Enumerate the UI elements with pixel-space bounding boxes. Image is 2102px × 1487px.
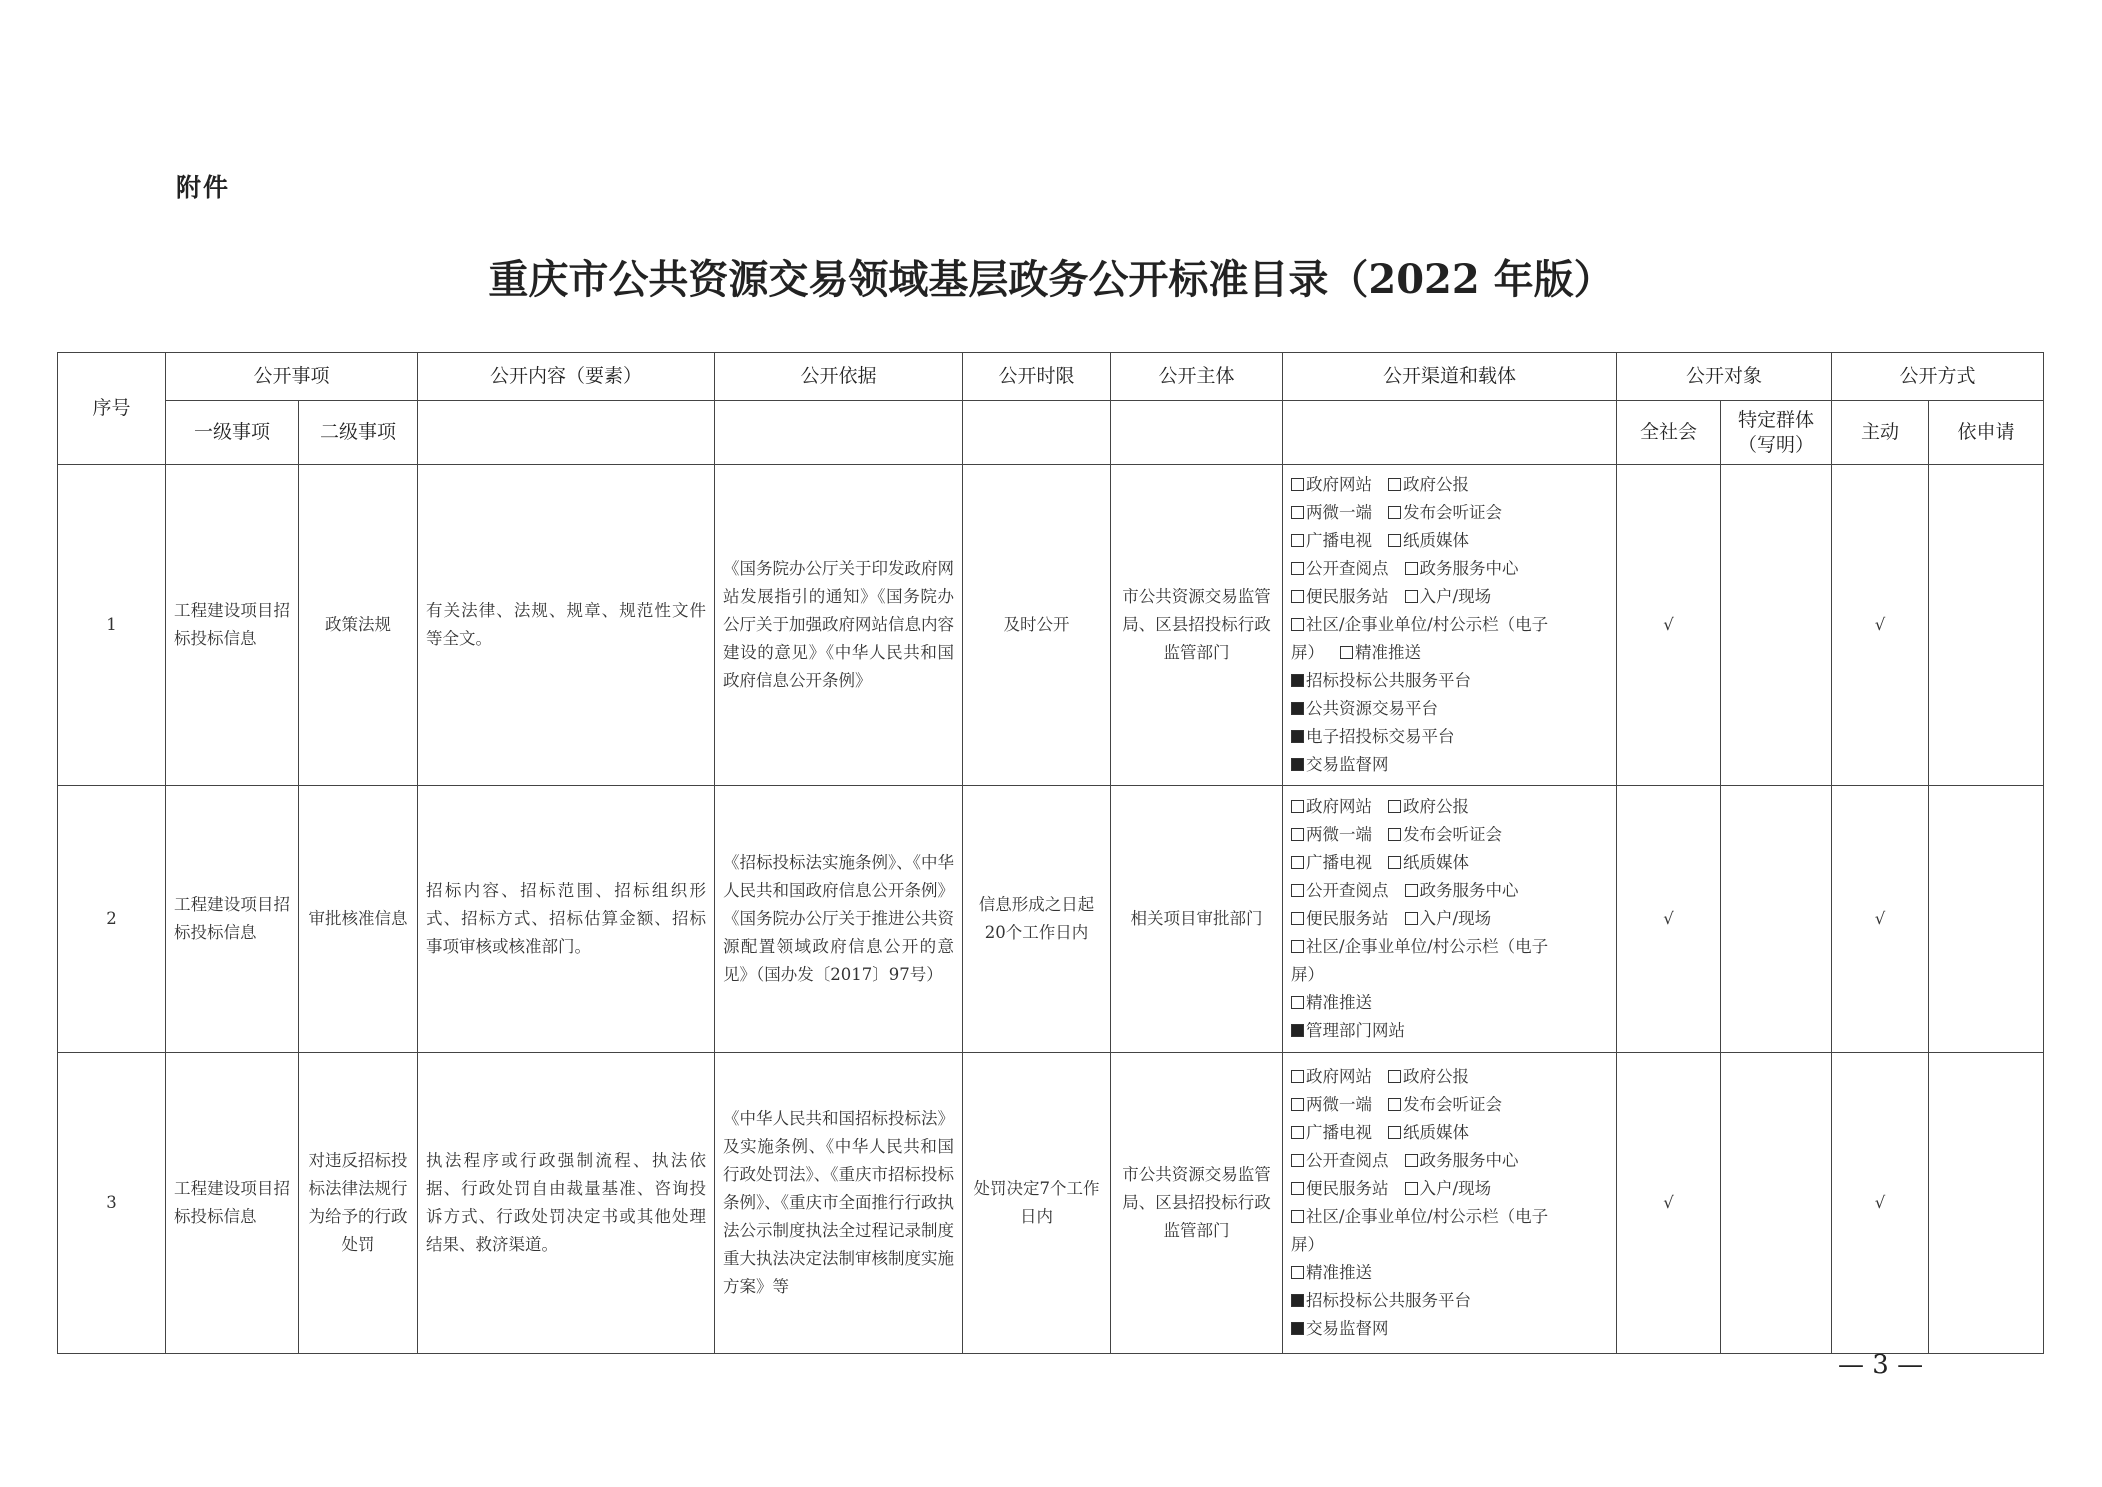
- row-active-check: √: [1832, 786, 1929, 1053]
- channel-label: 精准推送: [1355, 643, 1422, 662]
- channel-label: 发布会听证会: [1403, 503, 1503, 522]
- channel-line: [1291, 933, 1608, 961]
- checkbox-empty-icon: [1291, 940, 1304, 953]
- checkbox-empty-icon: [1405, 912, 1418, 925]
- channel-label: 电子招投标交易平台: [1306, 727, 1455, 746]
- checkbox-empty-icon: [1388, 856, 1401, 869]
- header-level2: 二级事项: [299, 401, 418, 465]
- checkbox-empty-icon: [1291, 1154, 1304, 1167]
- channel-label: 交易监督网: [1306, 755, 1389, 774]
- header-time-limit: 公开时限: [963, 353, 1111, 401]
- header-all-society: 全社会: [1617, 401, 1721, 465]
- row-content: 招标内容、招标范围、招标组织形式、招标方式、招标估算金额、招标事项审核或核准部门。: [418, 786, 715, 1053]
- checkbox-empty-icon: [1291, 1266, 1304, 1279]
- row-active-check: √: [1832, 1053, 1929, 1354]
- channel-line: [1291, 695, 1608, 723]
- row-level1: 工程建设项目招标投标信息: [166, 465, 299, 786]
- header-target: 公开对象: [1617, 353, 1832, 401]
- row-content: 执法程序或行政强制流程、执法依据、行政处罚自由裁量基准、咨询投诉方式、行政处罚决定书或其他处理结果、救济渠道。: [418, 1053, 715, 1354]
- channel-label: 发布会听证会: [1403, 1095, 1503, 1114]
- attachment-label: 附件: [176, 173, 231, 202]
- channel-line: [1291, 1147, 1608, 1175]
- channel-line: [1291, 639, 1608, 667]
- channel-label: 便民服务站: [1306, 587, 1389, 606]
- channel-label: 招标投标公共服务平台: [1306, 671, 1472, 690]
- header-basis: 公开依据: [715, 353, 963, 401]
- row-all-society-check: √: [1617, 465, 1721, 786]
- row-level1: 工程建设项目招标投标信息: [166, 786, 299, 1053]
- row-specific-group: [1721, 786, 1832, 1053]
- header-seq: 序号: [58, 353, 166, 465]
- row-level2: 审批核准信息: [299, 786, 418, 1053]
- checkbox-empty-icon: [1291, 912, 1304, 925]
- row-subject: 相关项目审批部门: [1111, 786, 1283, 1053]
- channel-label: 政务服务中心: [1419, 559, 1519, 578]
- header-channels: 公开渠道和载体: [1283, 353, 1617, 401]
- channel-label: 入户/现场: [1419, 587, 1492, 606]
- channel-label: 发布会听证会: [1403, 825, 1503, 844]
- header-row-2: [58, 401, 2044, 465]
- channel-label: 屏）: [1291, 965, 1325, 984]
- checkbox-filled-icon: [1291, 758, 1304, 771]
- row-level2: 政策法规: [299, 465, 418, 786]
- checkbox-empty-icon: [1388, 506, 1401, 519]
- header-channels-sub: [1283, 401, 1617, 465]
- checkbox-empty-icon: [1291, 828, 1304, 841]
- row-on-request: [1929, 465, 2044, 786]
- header-time-limit-sub: [963, 401, 1111, 465]
- channel-label: 精准推送: [1306, 1263, 1373, 1282]
- row-level1: 工程建设项目招标投标信息: [166, 1053, 299, 1354]
- channel-label: 政务服务中心: [1419, 881, 1519, 900]
- row-on-request: [1929, 786, 2044, 1053]
- channel-label: 入户/现场: [1419, 909, 1492, 928]
- channel-label: 政府网站: [1306, 797, 1373, 816]
- channel-line: [1291, 667, 1608, 695]
- checkbox-empty-icon: [1291, 478, 1304, 491]
- table-row: [58, 786, 2044, 1053]
- channel-line: [1291, 583, 1608, 611]
- channel-label: 政务服务中心: [1419, 1151, 1519, 1170]
- channel-label: 交易监督网: [1306, 1319, 1389, 1338]
- checkbox-empty-icon: [1291, 884, 1304, 897]
- row-all-society-check: √: [1617, 786, 1721, 1053]
- row-on-request: [1929, 1053, 2044, 1354]
- page-number: — 3 —: [1838, 1350, 1924, 1380]
- row-subject: 市公共资源交易监管局、区县招投标行政监管部门: [1111, 1053, 1283, 1354]
- table-row: [58, 1053, 2044, 1354]
- channel-label: 两微一端: [1306, 1095, 1373, 1114]
- channel-line: [1291, 961, 1608, 989]
- header-active: 主动: [1832, 401, 1929, 465]
- channel-label: 屏）: [1291, 643, 1325, 662]
- row-channels: [1283, 465, 1617, 786]
- channel-line: [1291, 1063, 1608, 1091]
- channel-line: [1291, 1203, 1608, 1231]
- row-time-limit: 处罚决定7个工作日内: [963, 1053, 1111, 1354]
- checkbox-empty-icon: [1405, 884, 1418, 897]
- row-basis: 《中华人民共和国招标投标法》及实施条例、《中华人民共和国行政处罚法》、《重庆市招标投标条例》、《重庆市全面推行行政执法公示制度执法全过程记录制度重大执法决定法制审核制度实施方案》等: [715, 1053, 963, 1354]
- checkbox-empty-icon: [1388, 478, 1401, 491]
- channel-line: [1291, 555, 1608, 583]
- row-basis: 《招标投标法实施条例》、《中华人民共和国政府信息公开条例》《国务院办公厅关于推进公共资源配置领域政府信息公开的意见》（国办发〔2017〕97号）: [715, 786, 963, 1053]
- channel-label: 公开查阅点: [1306, 559, 1389, 578]
- channel-label: 管理部门网站: [1306, 1021, 1406, 1040]
- checkbox-empty-icon: [1388, 1098, 1401, 1111]
- channel-line: [1291, 793, 1608, 821]
- channel-line: [1291, 905, 1608, 933]
- checkbox-empty-icon: [1388, 828, 1401, 841]
- channel-label: 公共资源交易平台: [1306, 699, 1439, 718]
- row-basis: 《国务院办公厅关于印发政府网站发展指引的通知》《国务院办公厅关于加强政府网站信息内容建设的意见》《中华人民共和国政府信息公开条例》: [715, 465, 963, 786]
- channel-line: [1291, 527, 1608, 555]
- checkbox-filled-icon: [1291, 1294, 1304, 1307]
- checkbox-empty-icon: [1388, 800, 1401, 813]
- checkbox-empty-icon: [1405, 1154, 1418, 1167]
- header-subject-sub: [1111, 401, 1283, 465]
- channel-label: 屏）: [1291, 1235, 1325, 1254]
- channel-label: 公开查阅点: [1306, 881, 1389, 900]
- checkbox-empty-icon: [1388, 534, 1401, 547]
- checkbox-empty-icon: [1388, 1126, 1401, 1139]
- channel-line: [1291, 1287, 1608, 1315]
- row-all-society-check: √: [1617, 1053, 1721, 1354]
- checkbox-empty-icon: [1291, 996, 1304, 1009]
- channel-label: 两微一端: [1306, 503, 1373, 522]
- checkbox-filled-icon: [1291, 1024, 1304, 1037]
- channel-line: [1291, 821, 1608, 849]
- channel-label: 社区/企事业单位/村公示栏（电子: [1306, 615, 1549, 634]
- channel-label: 政府公报: [1403, 1067, 1470, 1086]
- channel-label: 便民服务站: [1306, 1179, 1389, 1198]
- channel-label: 纸质媒体: [1403, 531, 1470, 550]
- checkbox-empty-icon: [1405, 590, 1418, 603]
- checkbox-empty-icon: [1291, 562, 1304, 575]
- checkbox-empty-icon: [1291, 856, 1304, 869]
- header-row-1: [58, 353, 2044, 401]
- checkbox-empty-icon: [1388, 1070, 1401, 1083]
- channel-line: [1291, 499, 1608, 527]
- channel-label: 公开查阅点: [1306, 1151, 1389, 1170]
- table-row: [58, 465, 2044, 786]
- row-time-limit: 及时公开: [963, 465, 1111, 786]
- channel-line: [1291, 751, 1608, 779]
- header-basis-sub: [715, 401, 963, 465]
- channel-line: [1291, 1315, 1608, 1343]
- header-subject: 公开主体: [1111, 353, 1283, 401]
- checkbox-empty-icon: [1291, 1210, 1304, 1223]
- row-specific-group: [1721, 1053, 1832, 1354]
- channel-label: 广播电视: [1306, 853, 1373, 872]
- channel-label: 入户/现场: [1419, 1179, 1492, 1198]
- row-level2: 对违反招标投标法律法规行为给予的行政处罚: [299, 1053, 418, 1354]
- channel-line: [1291, 989, 1608, 1017]
- channel-line: [1291, 611, 1608, 639]
- row-seq: 2: [58, 786, 166, 1053]
- checkbox-filled-icon: [1291, 730, 1304, 743]
- checkbox-empty-icon: [1405, 1182, 1418, 1195]
- checkbox-empty-icon: [1291, 1098, 1304, 1111]
- channel-label: 政府网站: [1306, 475, 1373, 494]
- row-channels: [1283, 786, 1617, 1053]
- checkbox-filled-icon: [1291, 1322, 1304, 1335]
- checkbox-empty-icon: [1291, 800, 1304, 813]
- channel-line: [1291, 1017, 1608, 1045]
- row-seq: 3: [58, 1053, 166, 1354]
- checkbox-filled-icon: [1291, 702, 1304, 715]
- checkbox-empty-icon: [1405, 562, 1418, 575]
- channel-line: [1291, 471, 1608, 499]
- channel-line: [1291, 1259, 1608, 1287]
- checkbox-empty-icon: [1291, 1182, 1304, 1195]
- header-content-sub: [418, 401, 715, 465]
- channel-label: 纸质媒体: [1403, 1123, 1470, 1142]
- channel-label: 政府网站: [1306, 1067, 1373, 1086]
- channel-line: [1291, 849, 1608, 877]
- row-time-limit: 信息形成之日起20个工作日内: [963, 786, 1111, 1053]
- row-active-check: √: [1832, 465, 1929, 786]
- row-subject: 市公共资源交易监管局、区县招投标行政监管部门: [1111, 465, 1283, 786]
- channel-label: 精准推送: [1306, 993, 1373, 1012]
- row-content: 有关法律、法规、规章、规范性文件等全文。: [418, 465, 715, 786]
- channel-label: 社区/企事业单位/村公示栏（电子: [1306, 1207, 1549, 1226]
- channel-line: [1291, 877, 1608, 905]
- checkbox-empty-icon: [1291, 1070, 1304, 1083]
- header-matter: 公开事项: [166, 353, 418, 401]
- channel-label: 两微一端: [1306, 825, 1373, 844]
- channel-label: 社区/企事业单位/村公示栏（电子: [1306, 937, 1549, 956]
- disclosure-catalog-table: [57, 352, 2044, 1354]
- header-level1: 一级事项: [166, 401, 299, 465]
- document-title: 重庆市公共资源交易领域基层政务公开标准目录（2022 年版）: [488, 256, 1614, 303]
- channel-label: 便民服务站: [1306, 909, 1389, 928]
- channel-label: 政府公报: [1403, 797, 1470, 816]
- header-content: 公开内容（要素）: [418, 353, 715, 401]
- row-channels: [1283, 1053, 1617, 1354]
- checkbox-empty-icon: [1291, 618, 1304, 631]
- header-on-request: 依申请: [1929, 401, 2044, 465]
- channel-label: 广播电视: [1306, 531, 1373, 550]
- checkbox-empty-icon: [1291, 506, 1304, 519]
- checkbox-empty-icon: [1340, 646, 1353, 659]
- channel-line: [1291, 1091, 1608, 1119]
- channel-line: [1291, 1119, 1608, 1147]
- channel-label: 政府公报: [1403, 475, 1470, 494]
- checkbox-empty-icon: [1291, 1126, 1304, 1139]
- row-seq: 1: [58, 465, 166, 786]
- channel-label: 广播电视: [1306, 1123, 1373, 1142]
- channel-line: [1291, 1175, 1608, 1203]
- channel-line: [1291, 723, 1608, 751]
- channel-label: 纸质媒体: [1403, 853, 1470, 872]
- checkbox-empty-icon: [1291, 534, 1304, 547]
- header-method: 公开方式: [1832, 353, 2044, 401]
- checkbox-filled-icon: [1291, 674, 1304, 687]
- checkbox-empty-icon: [1291, 590, 1304, 603]
- channel-line: [1291, 1231, 1608, 1259]
- row-specific-group: [1721, 465, 1832, 786]
- channel-label: 招标投标公共服务平台: [1306, 1291, 1472, 1310]
- header-specific-group: 特定群体（写明）: [1721, 401, 1832, 465]
